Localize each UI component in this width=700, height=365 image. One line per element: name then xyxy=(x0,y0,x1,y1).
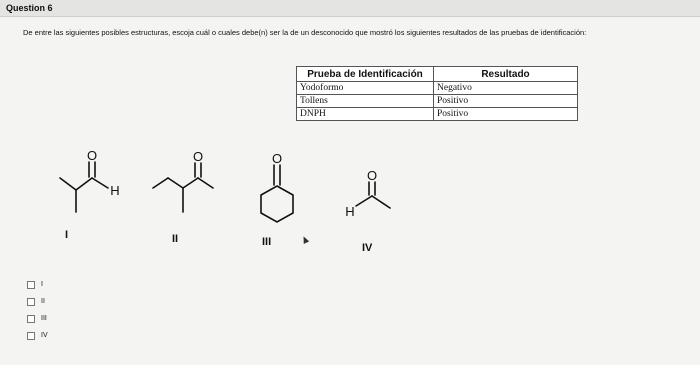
table-cell-test: Yodoformo xyxy=(297,82,434,95)
question-prompt: De entre las siguientes posibles estructuras, escoja cuál o cuales debe(n) ser la de un desconocido que mostró los siguientes resultados de las pruebas de identificación: xyxy=(23,28,587,37)
checkbox-i[interactable] xyxy=(27,281,35,289)
structure-iv-atom-o: O xyxy=(366,168,378,183)
table-header-row xyxy=(297,67,578,82)
table-cell-test: DNPH xyxy=(297,108,434,121)
structure-ii-drawing xyxy=(153,163,213,212)
chemical-structures xyxy=(0,130,420,230)
table-cell-result: Positivo xyxy=(434,95,578,108)
question-header xyxy=(0,0,700,17)
structure-label-iv: IV xyxy=(362,242,373,254)
option-label-ii: II xyxy=(41,298,45,305)
structure-iii-atom-o: O xyxy=(271,151,283,166)
option-iv[interactable] xyxy=(27,327,48,344)
structure-ii-atom-o: O xyxy=(192,149,204,164)
checkbox-iii[interactable] xyxy=(27,315,35,323)
table-row xyxy=(297,82,578,95)
table-row xyxy=(297,108,578,121)
structure-i-atom-o: O xyxy=(86,148,98,163)
structure-label-ii: II xyxy=(172,233,179,245)
table-cell-test: Tollens xyxy=(297,95,434,108)
option-label-iv: IV xyxy=(41,332,48,339)
identification-table xyxy=(296,66,578,121)
option-label-i: I xyxy=(41,281,43,288)
table-cell-result: Negativo xyxy=(434,82,578,95)
option-i[interactable] xyxy=(27,276,48,293)
structure-iv-drawing xyxy=(356,182,390,208)
table-header-result: Resultado xyxy=(434,67,578,82)
structure-iv-atom-h: H xyxy=(345,204,355,219)
table-row xyxy=(297,95,578,108)
table-header-test: Prueba de Identificación xyxy=(297,67,434,82)
option-label-iii: III xyxy=(41,315,47,322)
option-ii[interactable] xyxy=(27,293,48,310)
checkbox-ii[interactable] xyxy=(27,298,35,306)
structure-label-iii: III xyxy=(262,236,272,248)
answer-options xyxy=(27,276,48,344)
structure-i-drawing xyxy=(60,162,108,212)
table-cell-result: Positivo xyxy=(434,108,578,121)
structure-label-i: I xyxy=(65,229,69,241)
option-iii[interactable] xyxy=(27,310,48,327)
question-title: Question 6 xyxy=(6,3,53,13)
checkbox-iv[interactable] xyxy=(27,332,35,340)
structure-iii-drawing xyxy=(261,165,293,222)
structure-i-atom-h: H xyxy=(110,183,120,198)
